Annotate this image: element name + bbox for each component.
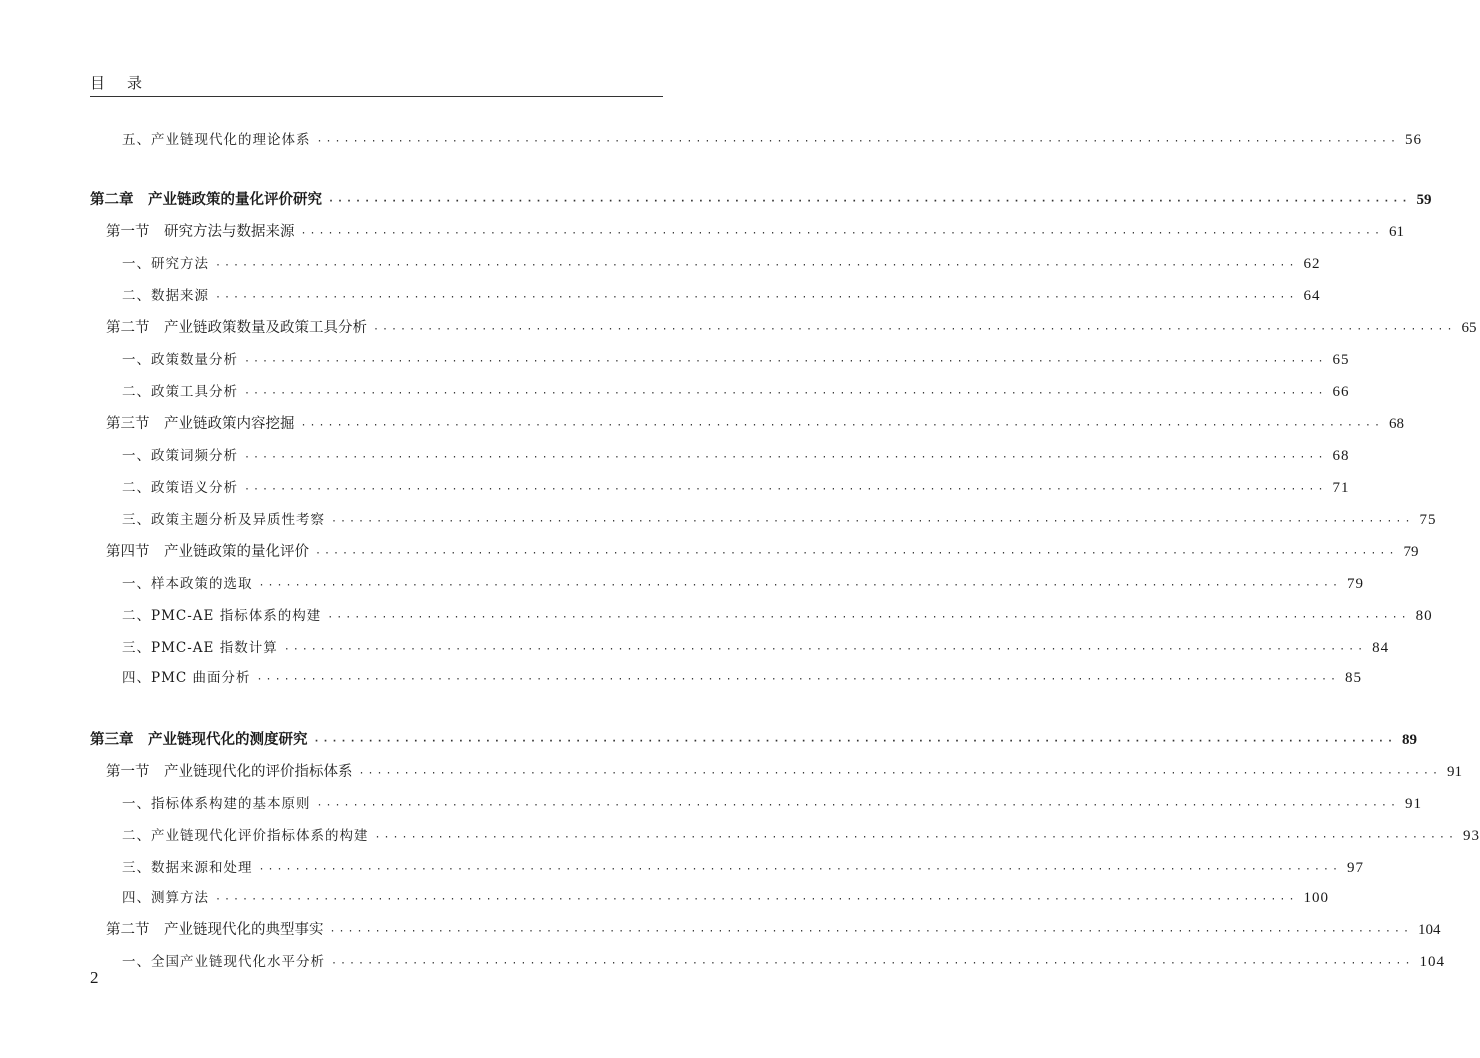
dot-leader: ························································································································ [215, 894, 1298, 905]
dot-leader: ························································································································ [328, 196, 1411, 207]
toc-item[interactable] [122, 792, 1422, 814]
dot-leader: ························································································································ [329, 926, 1412, 937]
dot-leader: ························································································································ [300, 228, 1383, 239]
dot-leader: ························································································································ [327, 612, 1410, 623]
dot-leader: ························································································································ [331, 958, 1414, 969]
toc-item[interactable] [122, 666, 1362, 688]
toc-entry-page: 71 [1332, 480, 1350, 496]
toc-entry-label: 第三章 产业链现代化的测度研究 [90, 732, 308, 748]
toc-entry-label: 四、PMC 曲面分析 [122, 670, 251, 686]
toc-entry-label: 第四节 产业链政策的量化评价 [106, 544, 309, 560]
toc-entry-page: 79 [1346, 576, 1364, 592]
toc-item[interactable] [122, 444, 1350, 466]
toc-entry-label: 一、研究方法 [122, 256, 209, 272]
toc-item[interactable] [122, 284, 1321, 306]
toc-entry-page: 64 [1303, 288, 1321, 304]
toc-entry-label: 二、政策工具分析 [122, 384, 238, 400]
toc-entry-page: 65 [1461, 320, 1477, 336]
toc-item[interactable] [122, 476, 1350, 498]
toc-entry-label: 二、PMC-AE 指标体系的构建 [122, 608, 322, 624]
toc-entry-label: 第二节 产业链政策数量及政策工具分析 [106, 320, 367, 336]
dot-leader: ························································································································ [258, 864, 1341, 875]
toc-item[interactable] [122, 380, 1350, 402]
toc-section[interactable] [106, 316, 1477, 338]
dot-leader: ························································································································ [315, 548, 1398, 559]
toc-item[interactable] [122, 636, 1390, 658]
toc-entry-page: 61 [1388, 224, 1404, 240]
toc-entry-page: 85 [1345, 670, 1362, 686]
toc-entry-page: 68 [1332, 448, 1350, 464]
dot-leader: ························································································································ [256, 674, 1339, 685]
toc-entry-page: 66 [1332, 384, 1350, 400]
dot-leader: ························································································································ [215, 292, 1298, 303]
toc-entry-label: 一、政策词频分析 [122, 448, 238, 464]
toc-entry-label: 三、PMC-AE 指数计算 [122, 640, 278, 656]
toc-entry-page: 75 [1419, 512, 1437, 528]
toc-section[interactable] [106, 220, 1404, 242]
toc-entry-label: 二、政策语义分析 [122, 480, 238, 496]
toc-entry-page: 56 [1404, 132, 1422, 148]
toc-section[interactable] [106, 412, 1404, 434]
toc-entry-label: 二、数据来源 [122, 288, 209, 304]
dot-leader: ························································································································ [331, 516, 1414, 527]
toc-section[interactable] [106, 540, 1419, 562]
header-title: 目录 [90, 74, 165, 92]
toc-entry-page: 65 [1332, 352, 1350, 368]
toc-item[interactable] [122, 572, 1364, 594]
toc-entry-page: 59 [1416, 192, 1432, 208]
toc-chapter[interactable] [90, 188, 1432, 210]
toc-item[interactable] [122, 128, 1422, 150]
toc-entry-label: 一、指标体系构建的基本原则 [122, 796, 311, 812]
toc-item[interactable] [122, 856, 1364, 878]
toc-entry-page: 84 [1372, 640, 1390, 656]
toc-entry-page: 79 [1403, 544, 1419, 560]
toc-chapter[interactable] [90, 728, 1417, 750]
toc-entry-label: 一、政策数量分析 [122, 352, 238, 368]
toc-entry-label: 一、样本政策的选取 [122, 576, 253, 592]
toc-item[interactable] [122, 252, 1321, 274]
toc-entry-label: 第三节 产业链政策内容挖掘 [106, 416, 295, 432]
toc-entry-page: 91 [1404, 796, 1422, 812]
toc-item[interactable] [122, 508, 1437, 530]
toc-entry-label: 三、政策主题分析及异质性考察 [122, 512, 325, 528]
toc-entry-page: 104 [1419, 954, 1445, 970]
toc-entry-label: 第一节 研究方法与数据来源 [106, 224, 295, 240]
toc-entry-page: 100 [1303, 890, 1329, 906]
dot-leader: ························································································································ [358, 768, 1441, 779]
toc-item[interactable] [122, 950, 1445, 972]
toc-entry-page: 80 [1415, 608, 1433, 624]
dot-leader: ························································································································ [244, 388, 1327, 399]
toc-entry-label: 三、数据来源和处理 [122, 860, 253, 876]
toc-entry-label: 第二章 产业链政策的量化评价研究 [90, 192, 322, 208]
dot-leader: ························································································································ [313, 736, 1396, 747]
dot-leader: ························································································································ [244, 452, 1327, 463]
dot-leader: ························································································································ [374, 832, 1457, 843]
toc-entry-page: 62 [1303, 256, 1321, 272]
toc-item[interactable] [122, 348, 1350, 370]
toc-entry-page: 97 [1346, 860, 1364, 876]
toc-entry-label: 一、全国产业链现代化水平分析 [122, 954, 325, 970]
toc-item[interactable] [122, 886, 1329, 908]
toc-entry-label: 二、产业链现代化评价指标体系的构建 [122, 828, 369, 844]
toc-entry-label: 第一节 产业链现代化的评价指标体系 [106, 764, 353, 780]
dot-leader: ························································································································ [258, 580, 1341, 591]
toc-entry-page: 89 [1401, 732, 1417, 748]
toc-item[interactable] [122, 604, 1433, 626]
dot-leader: ························································································································ [244, 484, 1327, 495]
toc-entry-page: 91 [1446, 764, 1462, 780]
toc-entry-label: 四、测算方法 [122, 890, 209, 906]
dot-leader: ························································································································ [300, 420, 1383, 431]
toc-section[interactable] [106, 760, 1462, 782]
toc-entry-page: 104 [1417, 922, 1441, 938]
dot-leader: ························································································································ [316, 800, 1399, 811]
toc-item[interactable] [122, 824, 1480, 846]
toc-section[interactable] [106, 918, 1441, 940]
dot-leader: ························································································································ [244, 356, 1327, 367]
dot-leader: ························································································································ [215, 260, 1298, 271]
dot-leader: ························································································································ [373, 324, 1456, 335]
page-number: 2 [90, 968, 99, 987]
dot-leader: ························································································································ [283, 644, 1367, 655]
toc-entry-page: 68 [1388, 416, 1404, 432]
dot-leader: ························································································································ [316, 136, 1399, 147]
toc-entry-label: 第二节 产业链现代化的典型事实 [106, 922, 324, 938]
toc-entry-label: 五、产业链现代化的理论体系 [122, 132, 311, 148]
toc-entry-page: 93 [1462, 828, 1480, 844]
